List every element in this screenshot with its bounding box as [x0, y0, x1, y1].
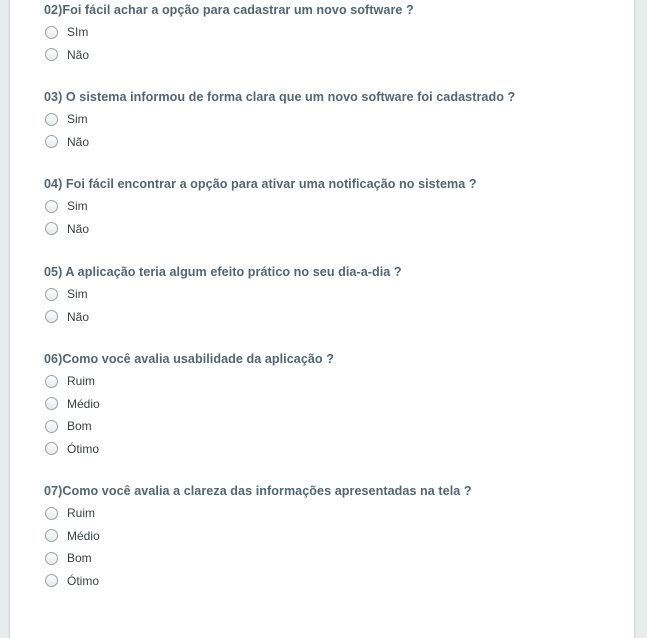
radio-option-label: Ótimo — [67, 573, 100, 588]
radio-option-sim[interactable] — [44, 108, 515, 131]
radio-option-label: SIm — [67, 25, 89, 40]
radio-option-otimo[interactable] — [44, 438, 334, 461]
radio-button[interactable] — [45, 397, 58, 410]
radio-option-nao[interactable] — [44, 306, 402, 329]
radio-option-label: Sim — [67, 112, 88, 127]
radio-button[interactable] — [45, 507, 58, 520]
radio-button[interactable] — [45, 375, 58, 388]
radio-button[interactable] — [45, 200, 58, 213]
radio-option-otimo[interactable] — [44, 570, 472, 593]
radio-option-bom[interactable] — [44, 547, 472, 570]
radio-group — [44, 283, 402, 328]
radio-option-label: Ruim — [67, 374, 96, 389]
radio-option-label: Não — [67, 221, 90, 236]
radio-option-label: Bom — [67, 419, 92, 434]
radio-option-label: Não — [67, 47, 90, 62]
radio-option-sim[interactable] — [44, 195, 477, 218]
radio-button[interactable] — [45, 529, 58, 542]
radio-button[interactable] — [45, 135, 58, 148]
radio-option-ruim[interactable] — [44, 370, 334, 393]
radio-option-label: Não — [67, 134, 90, 149]
radio-option-medio[interactable] — [44, 525, 472, 548]
radio-button[interactable] — [45, 48, 58, 61]
radio-option-bom[interactable] — [44, 415, 334, 438]
radio-option-label: Não — [67, 309, 90, 324]
radio-option-label: Ruim — [67, 506, 96, 521]
question-05 — [44, 264, 402, 328]
question-06 — [44, 351, 334, 460]
radio-button[interactable] — [45, 113, 58, 126]
radio-option-sim[interactable] — [44, 21, 414, 44]
radio-option-ruim[interactable] — [44, 502, 472, 525]
radio-group — [44, 502, 472, 592]
radio-button[interactable] — [45, 222, 58, 235]
radio-button[interactable] — [45, 26, 58, 39]
radio-option-nao[interactable] — [44, 218, 477, 241]
question-title: 05) A aplicação teria algum efeito prático no seu dia-a-dia ? — [44, 265, 402, 279]
radio-option-label: Sim — [67, 287, 88, 302]
radio-group — [44, 21, 414, 66]
question-03 — [44, 89, 515, 153]
radio-option-label: Ótimo — [67, 441, 100, 456]
radio-button[interactable] — [45, 574, 58, 587]
radio-option-nao[interactable] — [44, 131, 515, 154]
radio-button[interactable] — [45, 420, 58, 433]
radio-button[interactable] — [45, 310, 58, 323]
radio-option-medio[interactable] — [44, 393, 334, 416]
radio-option-sim[interactable] — [44, 283, 402, 306]
radio-group — [44, 108, 515, 153]
question-02 — [44, 2, 414, 66]
radio-button[interactable] — [45, 552, 58, 565]
radio-option-label: Bom — [67, 551, 92, 566]
radio-group — [44, 370, 334, 460]
radio-option-label: Médio — [67, 396, 100, 411]
radio-option-nao[interactable] — [44, 44, 414, 67]
radio-button[interactable] — [45, 288, 58, 301]
radio-option-label: Sim — [67, 199, 88, 214]
radio-button[interactable] — [45, 442, 58, 455]
question-title: 04) Foi fácil encontrar a opção para ativar uma notificação no sistema ? — [44, 177, 477, 191]
radio-option-label: Médio — [67, 528, 100, 543]
question-title: 06)Como você avalia usabilidade da aplicação ? — [44, 352, 334, 366]
question-04 — [44, 176, 477, 240]
question-title: 02)Foi fácil achar a opção para cadastrar um novo software ? — [44, 3, 414, 17]
question-title: 03) O sistema informou de forma clara que um novo software foi cadastrado ? — [44, 90, 516, 104]
question-title: 07)Como você avalia a clareza das informações apresentadas na tela ? — [44, 484, 472, 498]
form-page — [9, 0, 635, 638]
radio-group — [44, 195, 477, 240]
question-07 — [44, 483, 472, 592]
